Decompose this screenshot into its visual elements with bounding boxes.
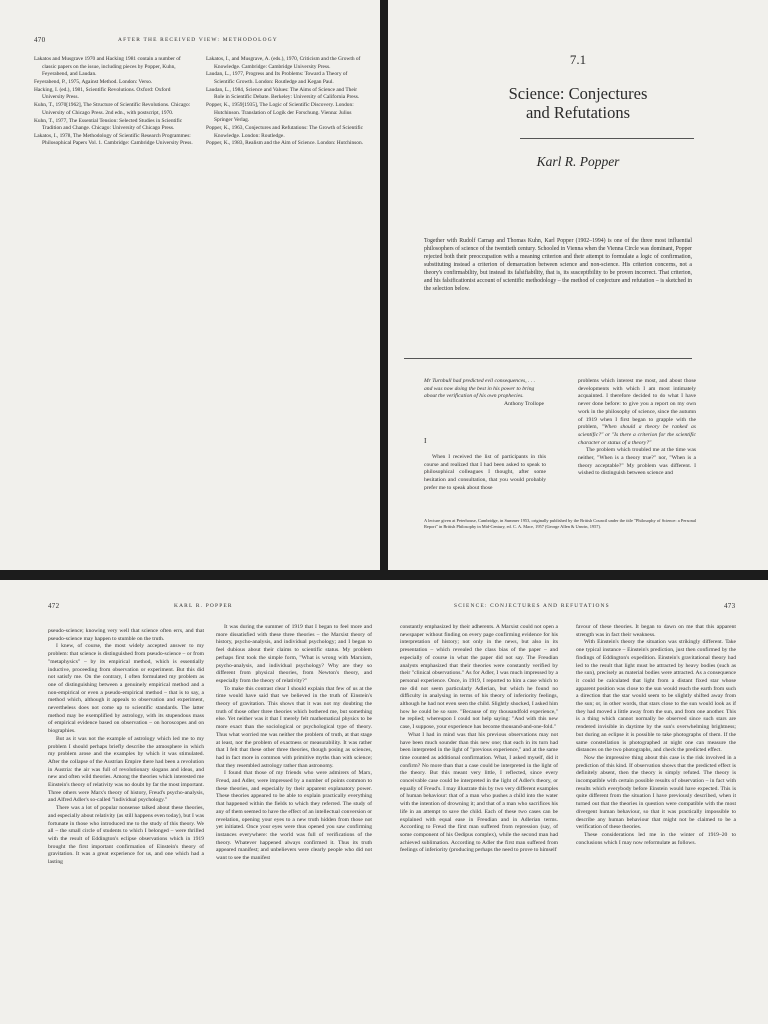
reference-entry: Popper, K., 1959[1935], The Logic of Scientific Discovery. London: Hutchinson. Translation of Logik der Forschung. Vienna: Julius Springer Verlag.: [206, 102, 354, 124]
body-column-left: [48, 628, 204, 867]
body-paragraph: I found that those of my friends who were admirers of Marx, Freud, and Adler, were impressed by a number of points common to these theories, and especially by their apparent explanatory power. These theories appeared to be able to explain practically everything that happened within the fields to which they referred. The study of any of them seemed to have the effect of an intellectual conversion or revelation, opening your eyes to a new truth hidden from those not yet initiated. Once your eyes were thus opened you saw confirming instances everywhere: the world was full of verifications of the theory. Whatever happened always confirmed it. Thus its truth appeared manifest; and unbelievers were clearly people who did not want to see the manifest: [216, 770, 372, 862]
running-head: AFTER THE RECEIVED VIEW: METHODOLOGY: [118, 37, 278, 43]
intro-divider: [404, 358, 692, 359]
chapter-title-line-2: and Refutations: [525, 103, 631, 122]
references-right-column: [206, 56, 366, 148]
page-470: [0, 0, 380, 570]
body-paragraph: It was during the summer of 1919 that I began to feel more and more dissatisfied with these three theories – the Marxist theory of history, psycho-analysis, and individual psychology; and I began to feel dubious about their claims to scientific status. My problem perhaps first took the simple form, "What is wrong with Marxism, psycho-analysis, and individual psychology? Why are they so different from physical theories, from Newton's theory, and especially from the theory of relativity?": [216, 624, 372, 684]
body-column-right: [216, 624, 372, 863]
body-paragraph: constantly emphasized by their adherents. A Marxist could not open a newspaper without finding on every page confirming evidence for his interpretation of history; not only in the news, but also in its presentation – which revealed the class bias of the paper – and especially of course in what the paper did not say. The Freudian analysts emphasized that their theories were constantly verified by their "clinical observations." As for Adler, I was much impressed by a personal experience. Once, in 1919, I reported to him a case which to me did not seem particularly Adlerian, but which he found no difficulty in analysing in terms of his theory of inferiority feelings, although he had not even seen the child. Slightly shocked, I asked him how he could be so sure. "Because of my thousandfold experience," he replied; whereupon I could not help saying: "And with this new case, I suppose, your experience has become thousand-and-one-fold.": [400, 624, 558, 731]
body-paragraph: With Einstein's theory the situation was strikingly different. Take one typical instance – Einstein's prediction, just then confirmed by the findings of Eddington's expedition. Einstein's gravitational theory had led to the result that light must be attracted by heavy bodies (such as the sun), precisely as material bodies were attracted. As a consequence it could be calculated that light from a distant fixed star whose apparent position was close to the sun would reach the earth from such a direction that the star would seem to be slightly shifted away from the sun; or, in other words, that stars close to the sun would look as if they had moved a little away from the sun, and from one another. This is a thing which cannot normally be observed since such stars are rendered invisible in daytime by the sun's overwhelming brightness; but during an eclipse it is possible to take photographs of them. If the same constellation is photographed at night one can measure the distances on the two photographs, and check the predicted effect.: [576, 639, 736, 754]
page-472: [0, 580, 384, 1024]
reference-entry: Hacking, I. (ed.), 1981, Scientific Revolutions. Oxford: Oxford University Press.: [34, 86, 171, 101]
chapter-title: [388, 84, 768, 122]
reference-entry: Laudan, L., 1977, Progress and Its Problems: Toward a Theory of Scientific Growth. London: Routledge and Kegan Paul.: [206, 71, 348, 85]
page-number: 470: [34, 36, 46, 44]
reference-entry: Kuhn, T., 1977, The Essential Tension: Selected Studies in Scientific Tradition and Change. Chicago: University of Chicago Press.: [34, 117, 183, 132]
page-number: 473: [724, 602, 736, 610]
reference-entry: Feyerabend, P., 1975, Against Method. London: Verso.: [34, 78, 153, 85]
body-paragraph: pseudo-science; knowing very well that science often errs, and that pseudo-science may happen to stumble on the truth.: [48, 628, 204, 642]
body-text: problems which interest me most, and about those developments with which I am most intimately acquainted. I therefore decided to do what I have never done before: to give you a report on my own work in the philosophy of science, since the autumn of 1919 when I first began to grapple with the problem,: [578, 378, 696, 431]
reference-entry: Laudan, L., 1984, Science and Values: The Aims of Science and Their Role in Scientific Debate. Berkeley: University of California Press.: [206, 86, 360, 101]
author-name: Karl R. Popper: [536, 154, 620, 169]
page-473: [384, 580, 768, 1024]
epigraph: [424, 378, 544, 409]
reference-entry: Lakatos and Musgrave 1970 and Hacking 1981 contain a number of classic papers on the issue, including pieces by Popper, Kuhn, Feyerabend, and Laudan.: [34, 56, 181, 78]
body-column-right: [576, 624, 736, 847]
body-column-left: [424, 454, 546, 493]
body-paragraph: To make this contrast clear I should explain that few of us at the time would have said that we believed in the truth of Einstein's theory of gravitation. This shows that it was not my doubting the truth of those other three theories which bothered me, but something else. Yet neither was it that I merely felt mathematical physics to be more exact than the sociological or psychological type of theory. Thus what worried me was neither the problem of truth, at that stage at least, nor the problem of exactness or measurability. It was rather that I felt that these other three theories, though posing as sciences, had in fact more in common with primitive myths than with science; that they resembled astrology rather than astronomy.: [216, 685, 372, 769]
body-paragraph: The problem which troubled me at the time was neither, "When is a theory true?" nor, "When is a theory acceptable?" My problem was different. I wished to distinguish between science and: [578, 447, 696, 477]
reference-entry: Lakatos, I., 1978, The Methodology of Scientific Research Programmes: Philosophical Papers Vol. 1. Cambridge: Cambridge University Press.: [34, 132, 193, 147]
body-paragraph: When I received the list of participants in this course and realized that I had been asked to speak to philosophical colleagues I thought, after some hesitation and consultation, that you would probably prefer me to speak about those: [424, 454, 546, 491]
reference-entry: Lakatos, I., and Musgrave, A. (eds.), 1970, Criticism and the Growth of Knowledge. Cambridge: Cambridge University Press.: [206, 56, 361, 70]
body-paragraph: These considerations led me in the winter of 1919–20 to conclusions which I may now reformulate as follows.: [576, 831, 736, 846]
chapter-number: 7.1: [569, 52, 587, 67]
epigraph-author: Anthony Trollope: [504, 401, 544, 408]
intro-text: Together with Rudolf Carnap and Thomas Kuhn, Karl Popper (1902–1994) is one of the three most influential philosophers of science of the twentieth century. Schooled in Vienna when the Vienna Circle was dominant, Popper rejected both their preoccupation with a meaning criterion and their attempt to formulate a logic of confirmation, substituting instead a criterion of demarcation between science and non-science. His criterion concerns, not a theory's confirmability, but instead its falsifiability, that is, its susceptibility to be proven incorrect. That criterion, and his falsificationist account of scientific methodology – the method of conjecture and refutation – is sketched in the selection below.: [424, 238, 692, 292]
references-left-column: [34, 56, 194, 148]
page-number: 472: [48, 602, 60, 610]
running-head: SCIENCE: CONJECTURES AND REFUTATIONS: [454, 603, 610, 609]
reference-entry: Popper, K., 1983, Realism and the Aim of Science. London: Hutchinson.: [206, 140, 363, 147]
body-paragraph: There was a lot of popular nonsense talked about these theories, and especially about relativity (as still happens even today), but I was fortunate in those who introduced me to the study of this theory. We all – the small circle of students to which I belonged – were thrilled with the result of Eddington's eclipse observations which in 1919 brought the first important confirmation of Einstein's theory of gravitation. It was a great experience for us, and one which had a lasting: [48, 805, 204, 866]
body-paragraph: But as it was not the example of astrology which led me to my problem I should perhaps briefly describe the atmosphere in which my problem arose and the examples by which it was stimulated. After the collapse of the Austrian Empire there had been a revolution in Austria: the air was full of revolutionary slogans and ideas, and new and often wild theories. Among the theories which interested me Einstein's theory of relativity was no doubt by far the most important. Three others were Marx's theory of history, Freud's psycho-analysis, and Alfred Adler's so-called "individual psychology.": [48, 735, 204, 804]
title-divider: [520, 138, 694, 139]
body-column-right: [578, 378, 696, 478]
body-column-left: [400, 624, 558, 855]
chapter-title-line-1: Science: Conjectures: [508, 84, 648, 103]
footnote: A lecture given at Peterhouse, Cambridge, in Summer 1953, originally published by the British Council under the title "Philosophy of Science: a Personal Report" in British Philosophy in Mid-Century, ed. C. A. Mace, 1957 (George Allen & Unwin, 1957).: [424, 518, 696, 529]
page-471: [388, 0, 768, 570]
body-paragraph: [578, 378, 696, 447]
section-numeral: I: [424, 436, 427, 445]
reference-entry: Kuhn, T., 1970[1962], The Structure of Scientific Revolutions. Chicago: University of Chicago Press. 2nd edn., with postscript, 1970.: [34, 102, 191, 116]
body-paragraph: Now the impressive thing about this case is the risk involved in a prediction of this kind. If observation shows that the predicted effect is definitely absent, then the theory is simply refuted. The theory is incompatible with certain possible results of observation – in fact with results which everybody before Einstein would have expected. This is quite different from the situation I have previously described, when it turned out that the theories in question were compatible with the most divergent human behaviour, so that it was practically impossible to describe any human behaviour that might not be claimed to be a verification of these theories.: [576, 754, 736, 831]
reference-entry: Popper, K., 1963, Conjectures and Refutations: The Growth of Scientific Knowledge. London: Routledge.: [206, 125, 364, 139]
body-paragraph: I knew, of course, the most widely accepted answer to my problem: that science is distinguished from pseudo-science – or from "metaphysics" – by its empirical method, which is essentially inductive, proceeding from observation or experiment. But this did not satisfy me. On the contrary, I often formulated my problem as one of distinguishing between a genuinely empirical method and a non-empirical or even a pseudo-empirical method – that is to say, a method which, although it appeals to observation and experiment, nevertheless does not come up to scientific standards. The latter method may be exemplified by astrology, with its stupendous mass of empirical evidence based on observation – on horoscopes and on biographies.: [48, 643, 204, 735]
chapter-introduction: [424, 237, 692, 293]
body-paragraph: favour of these theories. It began to dawn on me that this apparent strength was in fact their weakness.: [576, 624, 736, 638]
running-head: KARL R. POPPER: [174, 603, 233, 609]
body-paragraph: What I had in mind was that his previous observations may not have been much sounder than this new one; that each in its turn had been interpreted in the light of "previous experience," and at the same time counted as additional confirmation. What, I asked myself, did it confirm? No more than that a case could be interpreted in the light of the theory. But this meant very little, I reflected, since every conceivable case could be interpreted in the light of Adler's theory, or equally of Freud's. I may illustrate this by two very different examples of human behaviour: that of a man who pushes a child into the water with the intention of drowning it; and that of a man who sacrifices his life in an attempt to save the child. Each of these two cases can be explained with equal ease in Freudian and in Adlerian terms. According to Freud the first man suffered from repression (say, of some component of his Oedipus complex), while the second man had achieved sublimation. According to Adler the first man suffered from feelings of inferiority (producing perhaps the need to prove to himself: [400, 731, 558, 854]
question-text: "When should a theory be ranked as scientific?" or "Is there a criterion for the scientific character or status of a theory?": [578, 424, 696, 446]
epigraph-text: Mr Turnbull had predicted evil consequences, . . . and was now doing the best in his power to bring about the verification of his own prophecies.: [424, 378, 536, 400]
